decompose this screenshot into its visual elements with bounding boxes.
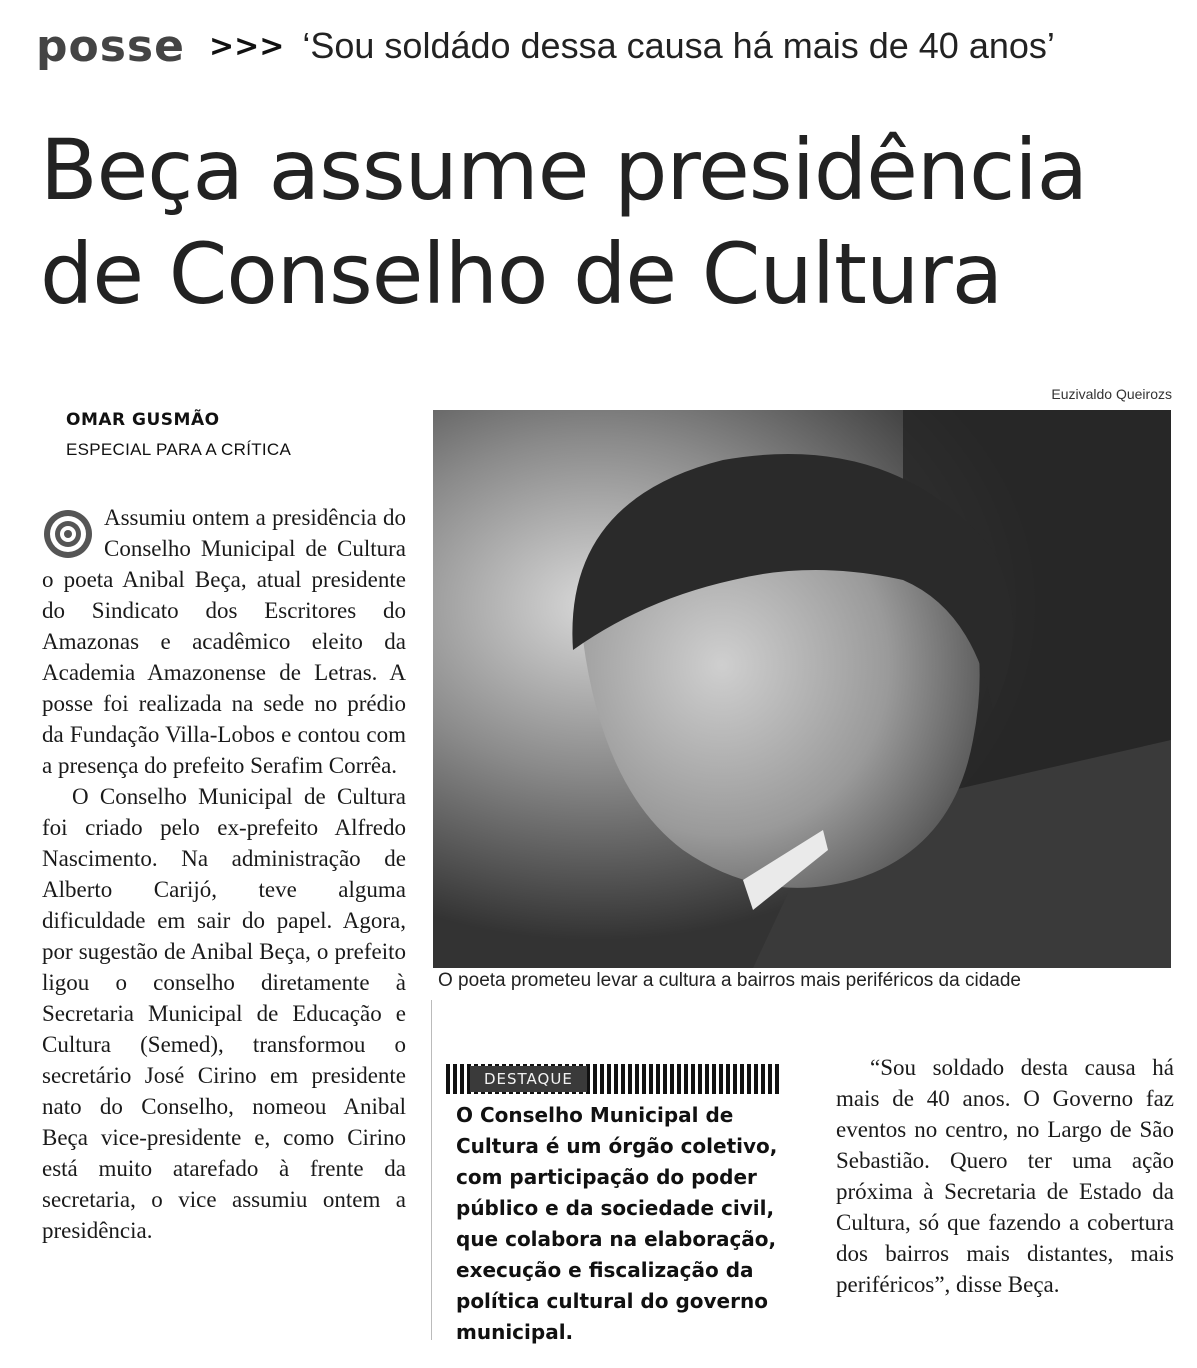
author-affiliation: ESPECIAL PARA A CRÍTICA: [66, 440, 292, 459]
portrait-illustration: [433, 410, 1171, 968]
column-divider: [431, 1000, 432, 1340]
article-paragraph-1: Assumiu ontem a presidência do Conselho Municipal de Cultura o poeta Anibal Beça, atual presidente do Sindicato dos Escritores do Amazonas e acadêmico eleito da Academia Amazonense de Letras. A posse foi realizada na sede no prédio da Fundação Villa-Lobos e contou com a presença do prefeito Serafim Corrêa.: [42, 505, 406, 778]
portrait-photo: [433, 410, 1171, 968]
headline: [40, 118, 1160, 326]
article-paragraph-2: O Conselho Municipal de Cultura foi criado pelo ex-prefeito Alfredo Nascimento. Na administração de Alberto Carijó, teve alguma dificuldade em sair do papel. Agora, por sugestão de Anibal Beça, o prefeito ligou o conselho diretamente à Secretaria Municipal de Educação e Cultura (Semed), transformou o secretário José Cirino em presidente nato do Conselho, nomeou Anibal Beça vice-presidente e, como Cirino está muito atarefado à frente da secretaria, o vice assumiu ontem a presidência.: [42, 784, 406, 1243]
highlight-label: DESTAQUE: [470, 1066, 587, 1092]
byline: [66, 410, 406, 460]
photo-credit: Euzivaldo Queirozs: [1051, 386, 1172, 402]
kicker-quote: ‘Sou soldádo dessa causa há mais de 40 anos’: [302, 25, 1055, 66]
kicker-arrows: >>>: [208, 28, 285, 64]
section-label: posse: [36, 20, 185, 72]
highlight-text: O Conselho Municipal de Cultura é um órgão coletivo, com participação do poder público e da sociedade civil, que colabora na elaboração, execução e fiscalização da política cultural do governo municipal.: [456, 1103, 778, 1344]
article-body: [42, 502, 406, 1246]
target-icon: [42, 508, 94, 560]
headline-line-2: de Conselho de Cultura: [40, 225, 1003, 323]
quote-paragraph: “Sou soldado desta causa há mais de 40 anos. O Governo faz eventos no centro, no Largo de São Sebastião. Quero ter uma ação próxima à Secretaria de Estado da Cultura, só que fazendo a cobertura dos bairros mais distantes, mais periféricos”, disse Beça.: [836, 1055, 1174, 1297]
photo-caption: O poeta prometeu levar a cultura a bairros mais periféricos da cidade: [438, 970, 1021, 991]
headline-line-1: Beça assume presidência: [40, 121, 1088, 219]
kicker: [36, 18, 1055, 74]
author-name: OMAR GUSMÃO: [66, 410, 220, 430]
